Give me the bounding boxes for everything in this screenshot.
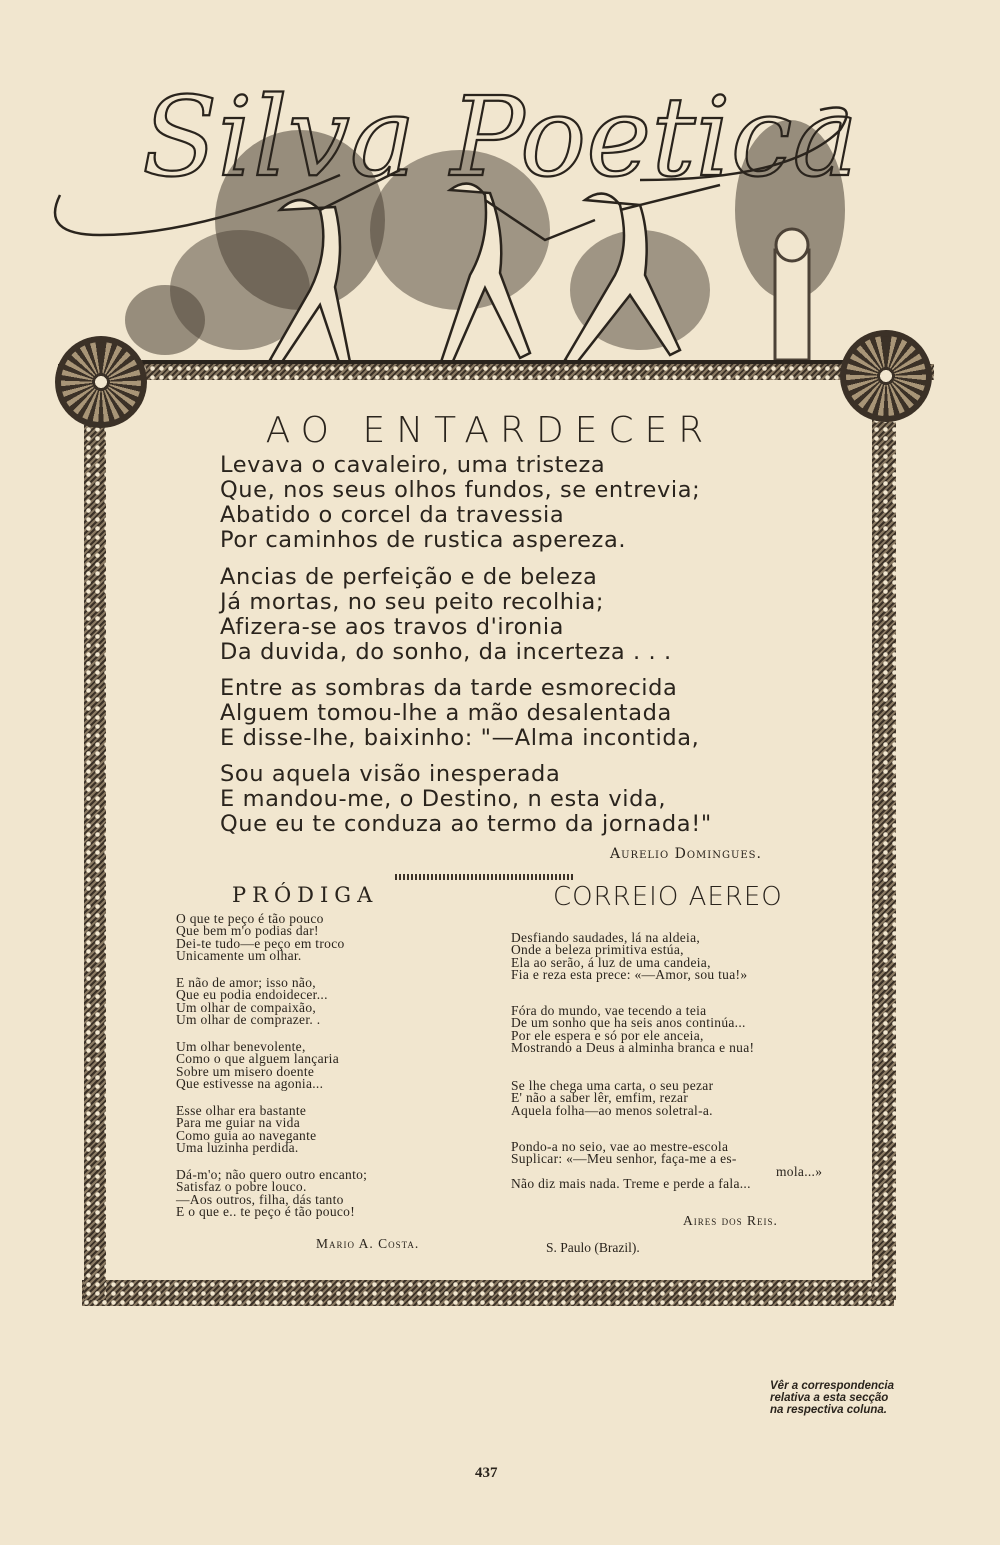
correspondence-note [770,1380,894,1416]
frame-bottom-border [82,1280,894,1306]
verse-line: Dei-te tudo—e peço em troco [176,935,345,951]
verse-line: Não diz mais nada. Treme e perde a fala... [511,1176,751,1192]
verse-line: Da duvida, do sonho, da incerteza . . . [220,639,672,665]
note-line: na respectiva coluna. [770,1404,887,1416]
frame-top-border [58,364,934,380]
verse-line: Mostrando a Deus a alminha branca e nua! [511,1040,755,1056]
verse-line: E não de amor; isso não, [176,975,316,990]
verse-line: Desfiando saudades, lá na aldeia, [511,930,701,945]
verse-line: Dá-m'o; não quero outro encanto; [176,1167,368,1182]
verse-line: Um olhar benevolente, [176,1039,306,1054]
poem1-stanza-3 [220,676,699,751]
dotted-divider [395,874,575,880]
verse-line: Como guia ao navegante [176,1127,317,1143]
poem1-stanza-2 [220,565,672,665]
verse-line: Fóra do mundo, vae tecendo a teia [511,1003,707,1018]
verse-line: Para me guiar na vida [176,1115,301,1131]
note-line: Vêr a correspondencia [770,1380,894,1392]
page-number: 437 [475,1465,498,1481]
poem3-author: Aires dos Reis. [683,1213,778,1228]
verse-line: Suplicar: «—Meu senhor, faça-me a es- [511,1151,737,1167]
verse-line: Afizera-se aos travos d'ironia [220,614,565,640]
verse-line: Satisfaz o pobre louco. [176,1179,307,1195]
verse-line: —Aos outros, filha, dás tanto [176,1191,344,1207]
verse-line: E mandou-me, o Destino, n esta vida, [220,786,667,812]
verse-line: Abatido o corcel da travessia [220,502,565,528]
verse-line: Como o que alguem lançaria [176,1051,339,1067]
poem-title-prodiga: PRÓDIGA [232,883,379,907]
verse-line: O que te peço é tão pouco [176,911,324,926]
verse-line: Um olhar de comprazer. . [176,1012,321,1028]
verse-line: Por ele espera e só por ele anceia, [511,1027,704,1043]
verse-line: Pondo-a no seio, vae ao mestre-escola [511,1139,729,1154]
verse-line: Que estivesse na agonia... [176,1076,324,1092]
verse-line: E' não a saber lêr, emfim, rezar [511,1090,689,1106]
poem2-stanza-5 [176,1169,367,1219]
verse-line: Unicamente um olhar. [176,948,302,964]
poem3-place: S. Paulo (Brazil). [546,1240,640,1255]
poem3-stanza-2 [511,1005,754,1055]
note-line: relativa a esta secção [770,1392,889,1404]
verse-line: Sobre um misero doente [176,1063,315,1079]
poem2-stanza-2 [176,977,328,1027]
verse-line: Que eu te conduza ao termo da jornada!" [220,811,712,837]
verse-line: Que bem m'o podias dar! [176,923,319,939]
poem2-stanza-3 [176,1041,339,1091]
verse-line: Levava o cavaleiro, uma tristeza [220,452,606,478]
verse-line: Se lhe chega uma carta, o seu pezar [511,1078,714,1093]
poem2-author: Mario A. Costa. [316,1236,420,1251]
poem1-stanza-1 [220,453,700,553]
verse-line: Por caminhos de rustica aspereza. [220,527,627,553]
verse-line: De um sonho que ha seis anos continúa... [511,1015,746,1031]
header-illustration [40,60,960,390]
verse-line: Fia e reza esta prece: «—Amor, sou tua!» [511,967,748,983]
rosette-ornament-right [840,330,932,422]
poem3-stanza-1 [511,932,747,982]
verse-line: Alguem tomou-lhe a mão desalentada [220,700,672,726]
verse-line: Onde a beleza primitiva estúa, [511,942,684,958]
verse-line: Um olhar de compaixão, [176,999,317,1015]
verse-line: Sou aquela visão inesperada [220,761,561,787]
poem1-stanza-4 [220,762,712,837]
frame-right-border [872,380,896,1300]
verse-line: E disse-lhe, baixinho: "—Alma incontida, [220,725,700,751]
verse-line: Já mortas, no seu peito recolhia; [220,589,605,615]
verse-line: Que eu podia endoidecer... [176,987,328,1003]
verse-line: Ancias de perfeição e de beleza [220,564,598,590]
verse-line: Que, nos seus olhos fundos, se entrevia; [220,477,701,503]
verse-line: mola...» [776,1163,823,1179]
verse-line: Entre as sombras da tarde esmorecida [220,675,678,701]
script-title: Silva Poetica [142,73,858,201]
poem-title-correio-aereo: CORREIO AEREO [553,882,783,912]
poem3-stanza-3 [511,1080,713,1117]
poem1-author: Aurelio Domingues. [610,846,762,862]
poem-title-ao-entardecer: AO ENTARDECER [265,410,715,451]
poem2-stanza-1 [176,913,345,963]
verse-line: E o que e.. te peço é tão pouco! [176,1204,356,1220]
verse-line: Esse olhar era bastante [176,1103,307,1118]
poem3-stanza-4 [511,1141,822,1191]
verse-line: Ela ao serão, á luz de uma candeia, [511,954,711,970]
poem2-stanza-4 [176,1105,316,1155]
verse-line: Aquela folha—ao menos soletral-a. [511,1102,713,1118]
frame-left-border [84,380,106,1300]
verse-line: Uma luzinha perdida. [176,1140,299,1156]
